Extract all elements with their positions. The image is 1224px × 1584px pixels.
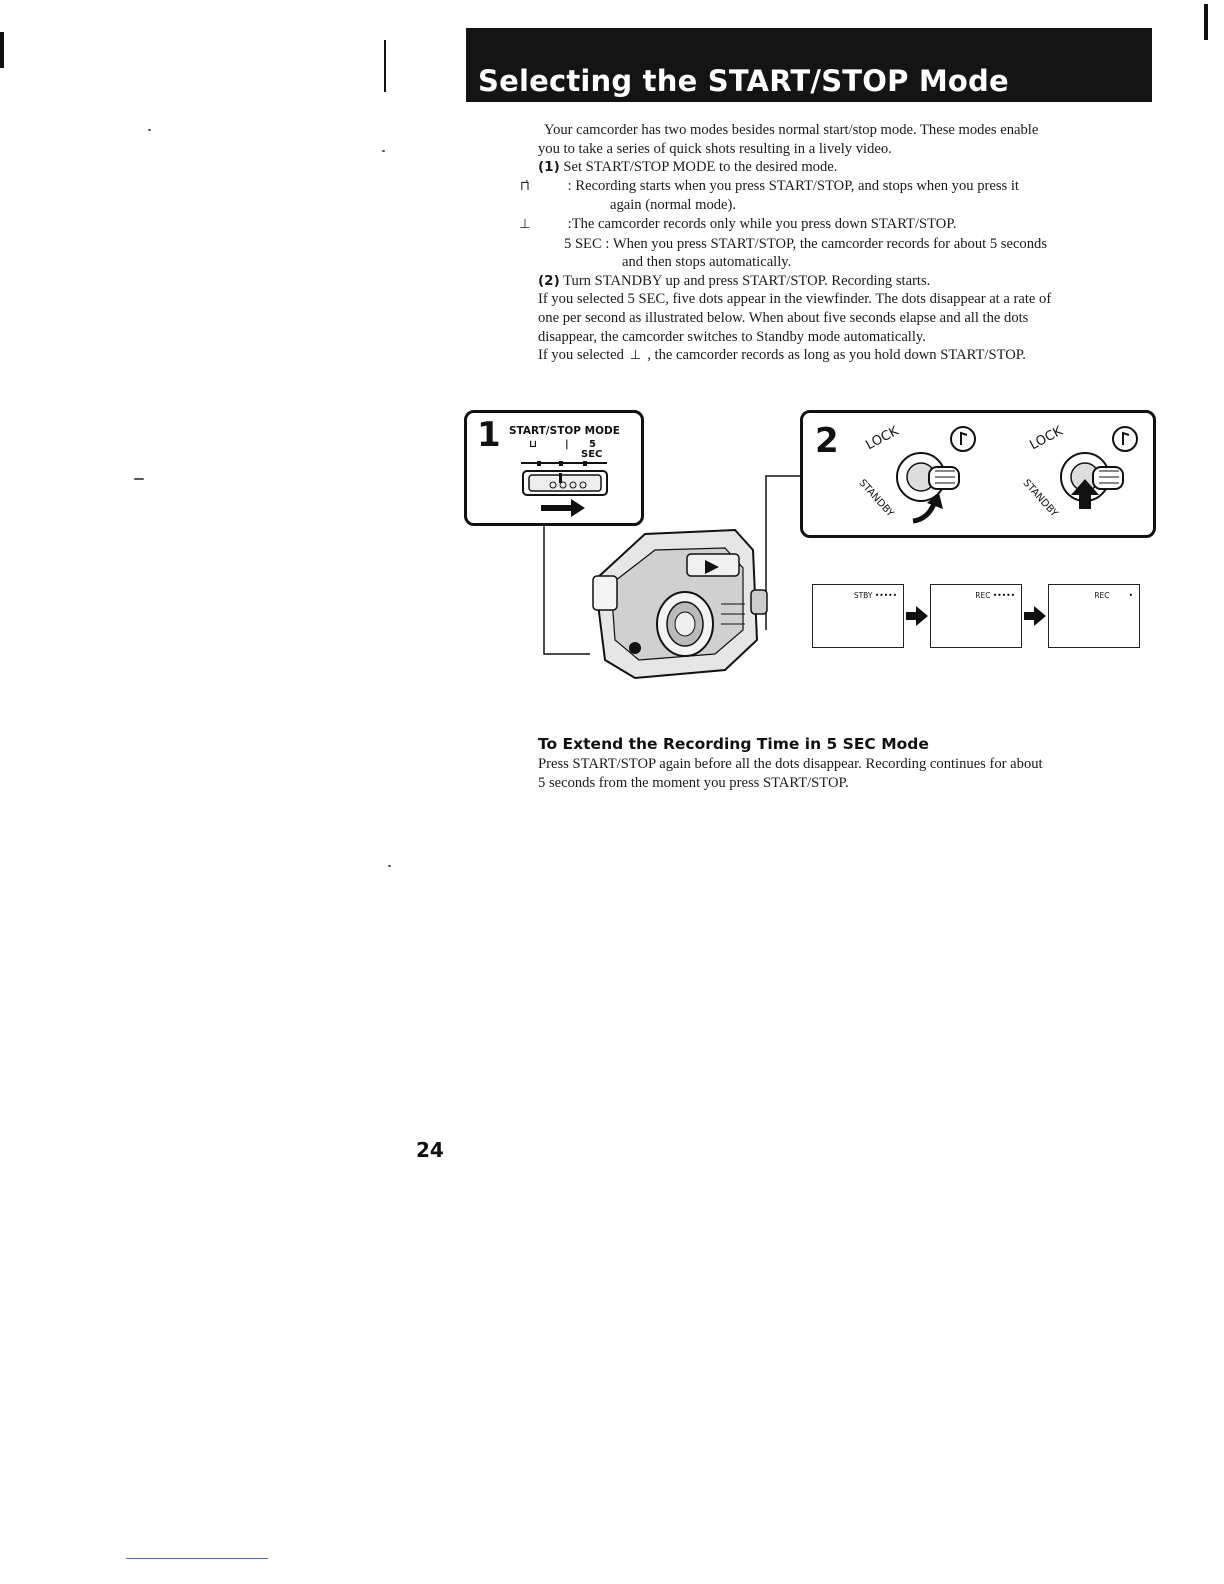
- scan-speck: [382, 150, 385, 152]
- panel-1-number: 1: [477, 415, 501, 455]
- viewfinder-rec-full-text: REC •••••: [975, 591, 1015, 600]
- mode-5sec-text: : When you press START/STOP, the camcorder records for about 5 seconds: [605, 235, 1047, 252]
- step-1-text: Set START/STOP MODE to the desired mode.: [563, 159, 838, 176]
- intro-line: you to take a series of quick shots resulting in a lively video.: [538, 140, 892, 157]
- scan-edge-left: [0, 32, 4, 68]
- step-1: [538, 158, 1150, 177]
- viewfinder-stby-text: STBY •••••: [853, 591, 897, 600]
- scan-speck: [388, 865, 391, 867]
- camcorder-illustration: [575, 520, 785, 690]
- scan-speck: [148, 129, 151, 131]
- step-2-number: (2): [538, 272, 560, 289]
- page-number: 24: [416, 1138, 444, 1162]
- figure-panel-mode-switch: [464, 410, 644, 526]
- step-1-number: (1): [538, 159, 560, 176]
- note-line: one per second as illustrated below. When about five seconds elapse and all the dots: [538, 309, 1029, 326]
- page-title: Selecting the START/STOP Mode: [478, 64, 1009, 98]
- title-banner: [466, 28, 1152, 102]
- mode-5sec-cont: and then stops automatically.: [622, 254, 792, 271]
- next-arrow-icon: [906, 606, 928, 626]
- mode-normal: [519, 177, 1150, 197]
- figure-panel-standby: [800, 410, 1156, 538]
- mode-normal-cont: again (normal mode).: [610, 197, 737, 214]
- extend-body: [538, 755, 1150, 792]
- scan-bottom-rule: [126, 1558, 268, 1559]
- mode-switch-icon: [517, 461, 617, 519]
- viewfinder-rec-last-text: REC •: [1094, 591, 1133, 600]
- hold-mode-icon: ⊥: [629, 348, 642, 364]
- mode-hold: [519, 215, 1150, 235]
- note-hold-after: , the camcorder records as long as you hold down START/STOP.: [647, 347, 1026, 364]
- step-2-text: Turn STANDBY up and press START/STOP. Recording starts.: [563, 272, 931, 289]
- scan-mark-left: [384, 40, 386, 92]
- lock-label-left: LOCK: [863, 423, 902, 454]
- start-stop-mode-label: START/STOP MODE: [509, 425, 620, 437]
- note-hold: [538, 346, 1150, 366]
- mode-5sec: [538, 235, 1150, 254]
- viewfinder-rec-full: [930, 584, 1022, 648]
- next-arrow-icon: [1024, 606, 1046, 626]
- mode-hold-text: :The camcorder records only while you press down START/STOP.: [567, 215, 957, 232]
- normal-mode-icon: ⊓̇: [519, 178, 531, 194]
- instructions-body: [519, 121, 1150, 366]
- switch-pos-normal: ⊔: [529, 439, 537, 450]
- intro-line: Your camcorder has two modes besides normal start/stop mode. These modes enable: [544, 122, 1039, 138]
- extend-heading: To Extend the Recording Time in 5 SEC Mode: [538, 735, 929, 753]
- hold-mode-icon: ⊥: [519, 216, 531, 232]
- note-hold-before: If you selected: [538, 347, 624, 364]
- switch-sec-label: SEC: [581, 449, 603, 460]
- extend-line: Press START/STOP again before all the dots disappear. Recording continues for about: [538, 756, 1043, 772]
- note-line: If you selected 5 SEC, five dots appear in the viewfinder. The dots disappear at a rate of: [538, 291, 1052, 308]
- extend-line: 5 seconds from the moment you press START/STOP.: [538, 774, 849, 791]
- scan-speck: [134, 478, 144, 480]
- standby-label-left: STANDBY: [856, 477, 896, 520]
- standby-dial-icons: [863, 417, 1153, 535]
- standby-label-right: STANDBY: [1020, 477, 1060, 520]
- mode-5sec-symbol: 5 SEC: [564, 235, 602, 252]
- mode-normal-text: : Recording starts when you press START/STOP, and stops when you press it: [567, 177, 1019, 194]
- switch-pos-hold: |: [565, 439, 569, 450]
- viewfinder-rec-last: [1048, 584, 1140, 648]
- step-2: [538, 272, 1150, 291]
- scan-edge-right: [1204, 4, 1208, 40]
- note-line: disappear, the camcorder switches to Standby mode automatically.: [538, 328, 926, 345]
- panel-2-number: 2: [815, 421, 839, 461]
- viewfinder-stby: [812, 584, 904, 648]
- lock-label-right: LOCK: [1027, 423, 1066, 454]
- switch-pos-5: 5: [589, 439, 596, 450]
